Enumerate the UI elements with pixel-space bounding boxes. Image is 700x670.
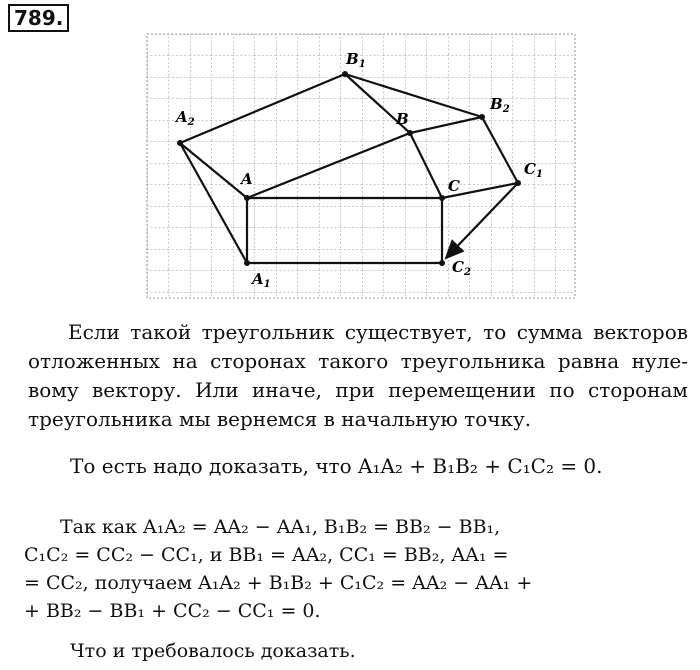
grid	[147, 34, 575, 298]
label-b: B	[396, 110, 409, 128]
proof-line-3: = CC₂, получаем A₁A₂ + B₁B₂ + C₁C₂ = AA₂ − AA₁ +	[24, 572, 533, 594]
label-c1: $C_1$	[524, 160, 543, 180]
label-c2: $C_2$	[452, 258, 471, 278]
label-a2: $A_2$	[176, 108, 195, 128]
label-a1: $A_1$	[252, 270, 271, 290]
proof-line-4: + BB₂ − BB₁ + CC₂ − CC₁ = 0.	[24, 600, 321, 622]
label-b1: $B_1$	[346, 50, 366, 70]
problem-number: 789.	[8, 4, 69, 32]
proof-line-2: C₁C₂ = CC₂ − CC₁, и BB₁ = AA₂, CC₁ = BB₂, AA₁ =	[24, 544, 509, 566]
label-a: A	[241, 170, 253, 188]
proof-line-1: Так как A₁A₂ = AA₂ − AA₁, B₁B₂ = BB₂ − BB₁,	[60, 516, 501, 538]
conclusion: Что и требовалось доказать.	[70, 640, 356, 662]
label-b2: $B_2$	[490, 95, 510, 115]
paragraph-1: Если такой треугольник существует, то сумма векторов отложенных на сторонах такого треугольника равна нуле-вому вектору. Или иначе, при перемещении по сторонам треугольника мы вернемся в начальную точку.	[28, 320, 688, 431]
label-c: C	[448, 177, 460, 195]
paragraph-2: То есть надо доказать, что A₁A₂ + B₁B₂ + C₁C₂ = 0.	[70, 454, 603, 478]
